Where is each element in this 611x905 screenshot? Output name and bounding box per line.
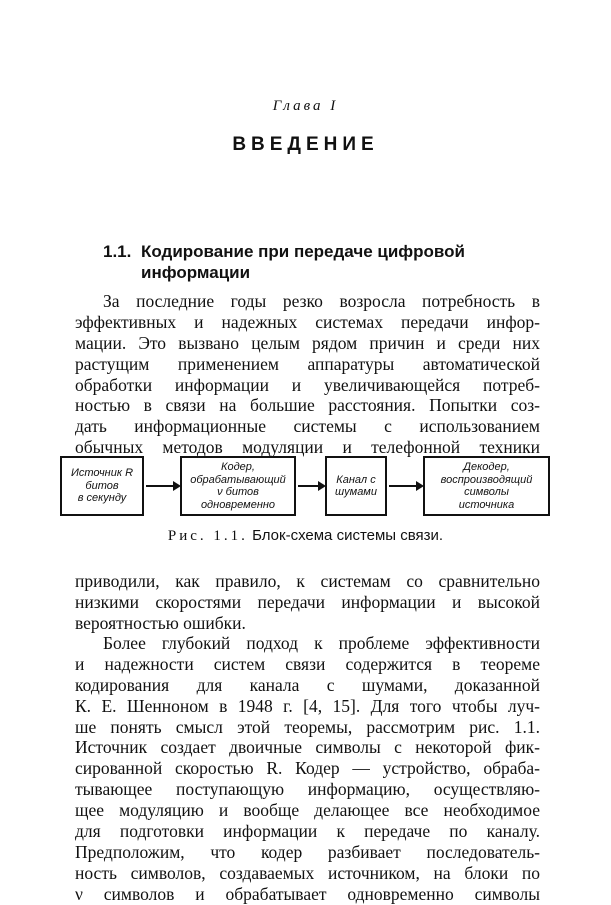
paragraph-3 bbox=[75, 633, 540, 905]
text-line: Предположим, что кодер разбивает последователь- bbox=[75, 841, 540, 862]
arrow-icon bbox=[298, 485, 324, 487]
text-line: эффективных и надежных системах передачи инфор- bbox=[75, 311, 540, 332]
chapter-label: Глава I bbox=[272, 98, 339, 114]
text-line: ностью в связи на большие расстояния. Попытки соз- bbox=[75, 395, 540, 416]
arrow-icon bbox=[389, 485, 422, 487]
caption-text: Блок-схема системы связи. bbox=[252, 527, 444, 544]
text-line: К. Е. Шенноном в 1948 г. [4, 15]. Для того чтобы луч- bbox=[75, 695, 540, 716]
text-line: ν символов и обрабатывает одновременно символы bbox=[75, 883, 540, 904]
encoder-block: Кодер, обрабатывающий ν битов одновременно bbox=[180, 456, 296, 516]
text-line: обычных методов модуляции и телефонной техники bbox=[75, 437, 540, 458]
section-number: 1.1. bbox=[103, 242, 132, 261]
decoder-block: Декодер, воспроизводящий символы источника bbox=[423, 456, 550, 516]
text-line: ность символов, создаваемых источником, на блоки по bbox=[75, 862, 540, 883]
text-line: и надежности систем связи содержится в теореме bbox=[75, 653, 540, 674]
arrow-icon bbox=[146, 485, 179, 487]
channel-block: Канал с шумами bbox=[325, 456, 387, 516]
text-line: для подготовки информации к передаче по каналу. bbox=[75, 821, 540, 842]
text-line: дать информационные системы с использованием bbox=[75, 416, 540, 437]
source-block: Источник R битов в секунду bbox=[60, 456, 144, 516]
text-line: щее модуляцию и вообще делающее все необходимое bbox=[75, 800, 540, 821]
paragraph-2 bbox=[75, 571, 540, 634]
chapter-title: ВВЕДЕНИЕ bbox=[232, 134, 379, 155]
text-line: Источник создает двоичные символы с некоторой фик- bbox=[75, 737, 540, 758]
text-line: мации. Это вызвано целым рядом причин и среди них bbox=[75, 332, 540, 353]
text-line: сированной скоростью R. Кодер — устройство, обраба- bbox=[75, 758, 540, 779]
section-title-line: информации bbox=[141, 263, 251, 282]
paragraph-1 bbox=[75, 291, 540, 458]
text-line: обработки информации и увеличивающейся потреб- bbox=[75, 374, 540, 395]
section-title-line: Кодирование при передаче цифровой bbox=[141, 242, 465, 261]
text-line: Более глубокий подход к проблеме эффективности bbox=[103, 633, 540, 653]
caption-label: Рис. 1.1. bbox=[167, 528, 248, 544]
figure-caption bbox=[0, 527, 611, 545]
text-line: ше понять смысл этой теоремы, рассмотрим рис. 1.1. bbox=[75, 716, 540, 737]
block-diagram bbox=[60, 448, 555, 523]
text-line: За последние годы резко возросла потребность в bbox=[103, 291, 540, 311]
text-line: вероятностью ошибки. bbox=[75, 612, 246, 633]
text-line: кодирования для канала с шумами, доказанной bbox=[75, 674, 540, 695]
text-line: растущим применением аппаратуры автоматической bbox=[75, 353, 540, 374]
text-line: низкими скоростями передачи информации и высокой bbox=[75, 591, 540, 612]
text-line: тывающее поступающую информацию, осуществляю- bbox=[75, 779, 540, 800]
text-line: приводили, как правило, к системам со сравнительно bbox=[75, 571, 540, 591]
